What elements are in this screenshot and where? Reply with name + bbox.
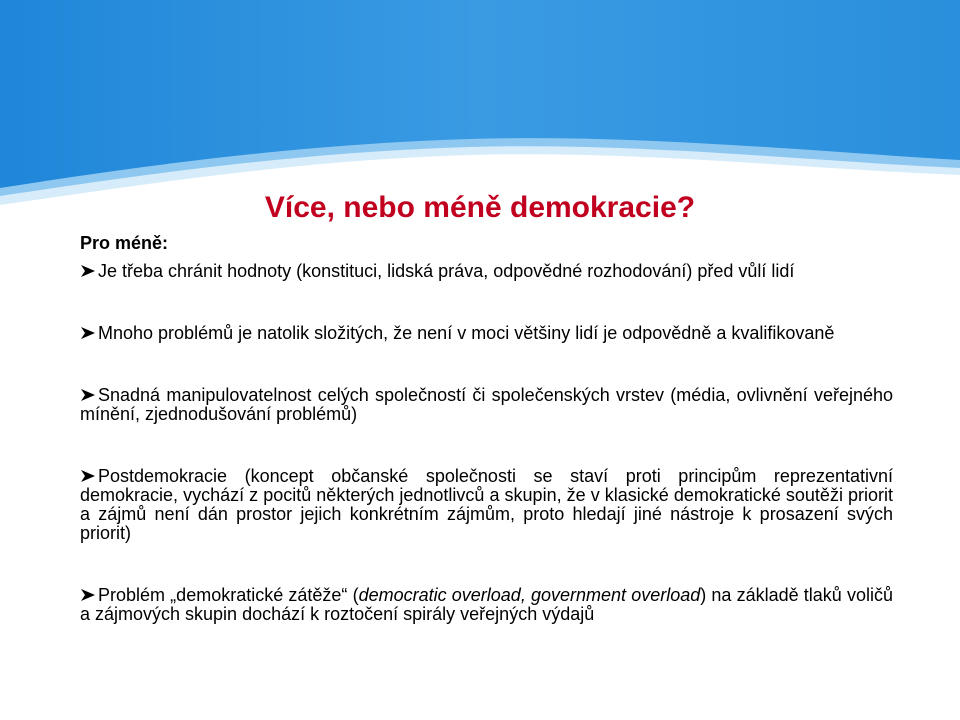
bullet-item xyxy=(80,467,893,543)
bullet-item xyxy=(80,262,893,281)
bullet-list xyxy=(80,262,893,624)
arrow-bullet-icon xyxy=(80,469,96,483)
bullet-item xyxy=(80,586,893,624)
bullet-text: Postdemokracie (koncept občanské společnosti se staví proti principům reprezentativní demokracie, vychází z pocitů některých jednotlivců a skupin, že v klasické demokratické soutěži priorit a zájmů není dán prostor jejich konkrétním zájmům, proto hledají jiné nástroje k prosazení svých priorit) xyxy=(80,466,893,543)
bullet-text-italic: democratic overload, government overload xyxy=(358,585,701,605)
arrow-bullet-icon xyxy=(80,326,96,340)
bullet-text: Snadná manipulovatelnost celých společností či společenských vrstev (média, ovlivnění veřejného mínění, zjednodušování problémů) xyxy=(80,385,893,424)
slide-content xyxy=(80,233,893,624)
header-wave-banner xyxy=(0,0,960,205)
bullet-text: Problém „demokratické zátěže“ ( xyxy=(98,585,359,605)
bullet-text: ) na základě tlaků voličů a zájmových skupin dochází k roztočení spirály veřejných výdajů xyxy=(80,585,893,624)
bullet-text: Je třeba chránit hodnoty (konstituci, lidská práva, odpovědné rozhodování) před vůlí lidí xyxy=(98,261,795,281)
slide-title: Více, nebo méně demokracie? xyxy=(264,191,696,224)
subheading: Pro méně: xyxy=(80,233,169,253)
bullet-item xyxy=(80,386,893,424)
arrow-bullet-icon xyxy=(80,388,96,402)
bullet-text: Mnoho problémů je natolik složitých, že není v moci většiny lidí je odpovědně a kvalifikovaně xyxy=(98,323,835,343)
arrow-bullet-icon xyxy=(80,588,96,602)
bullet-item xyxy=(80,324,893,343)
arrow-bullet-icon xyxy=(80,264,96,278)
